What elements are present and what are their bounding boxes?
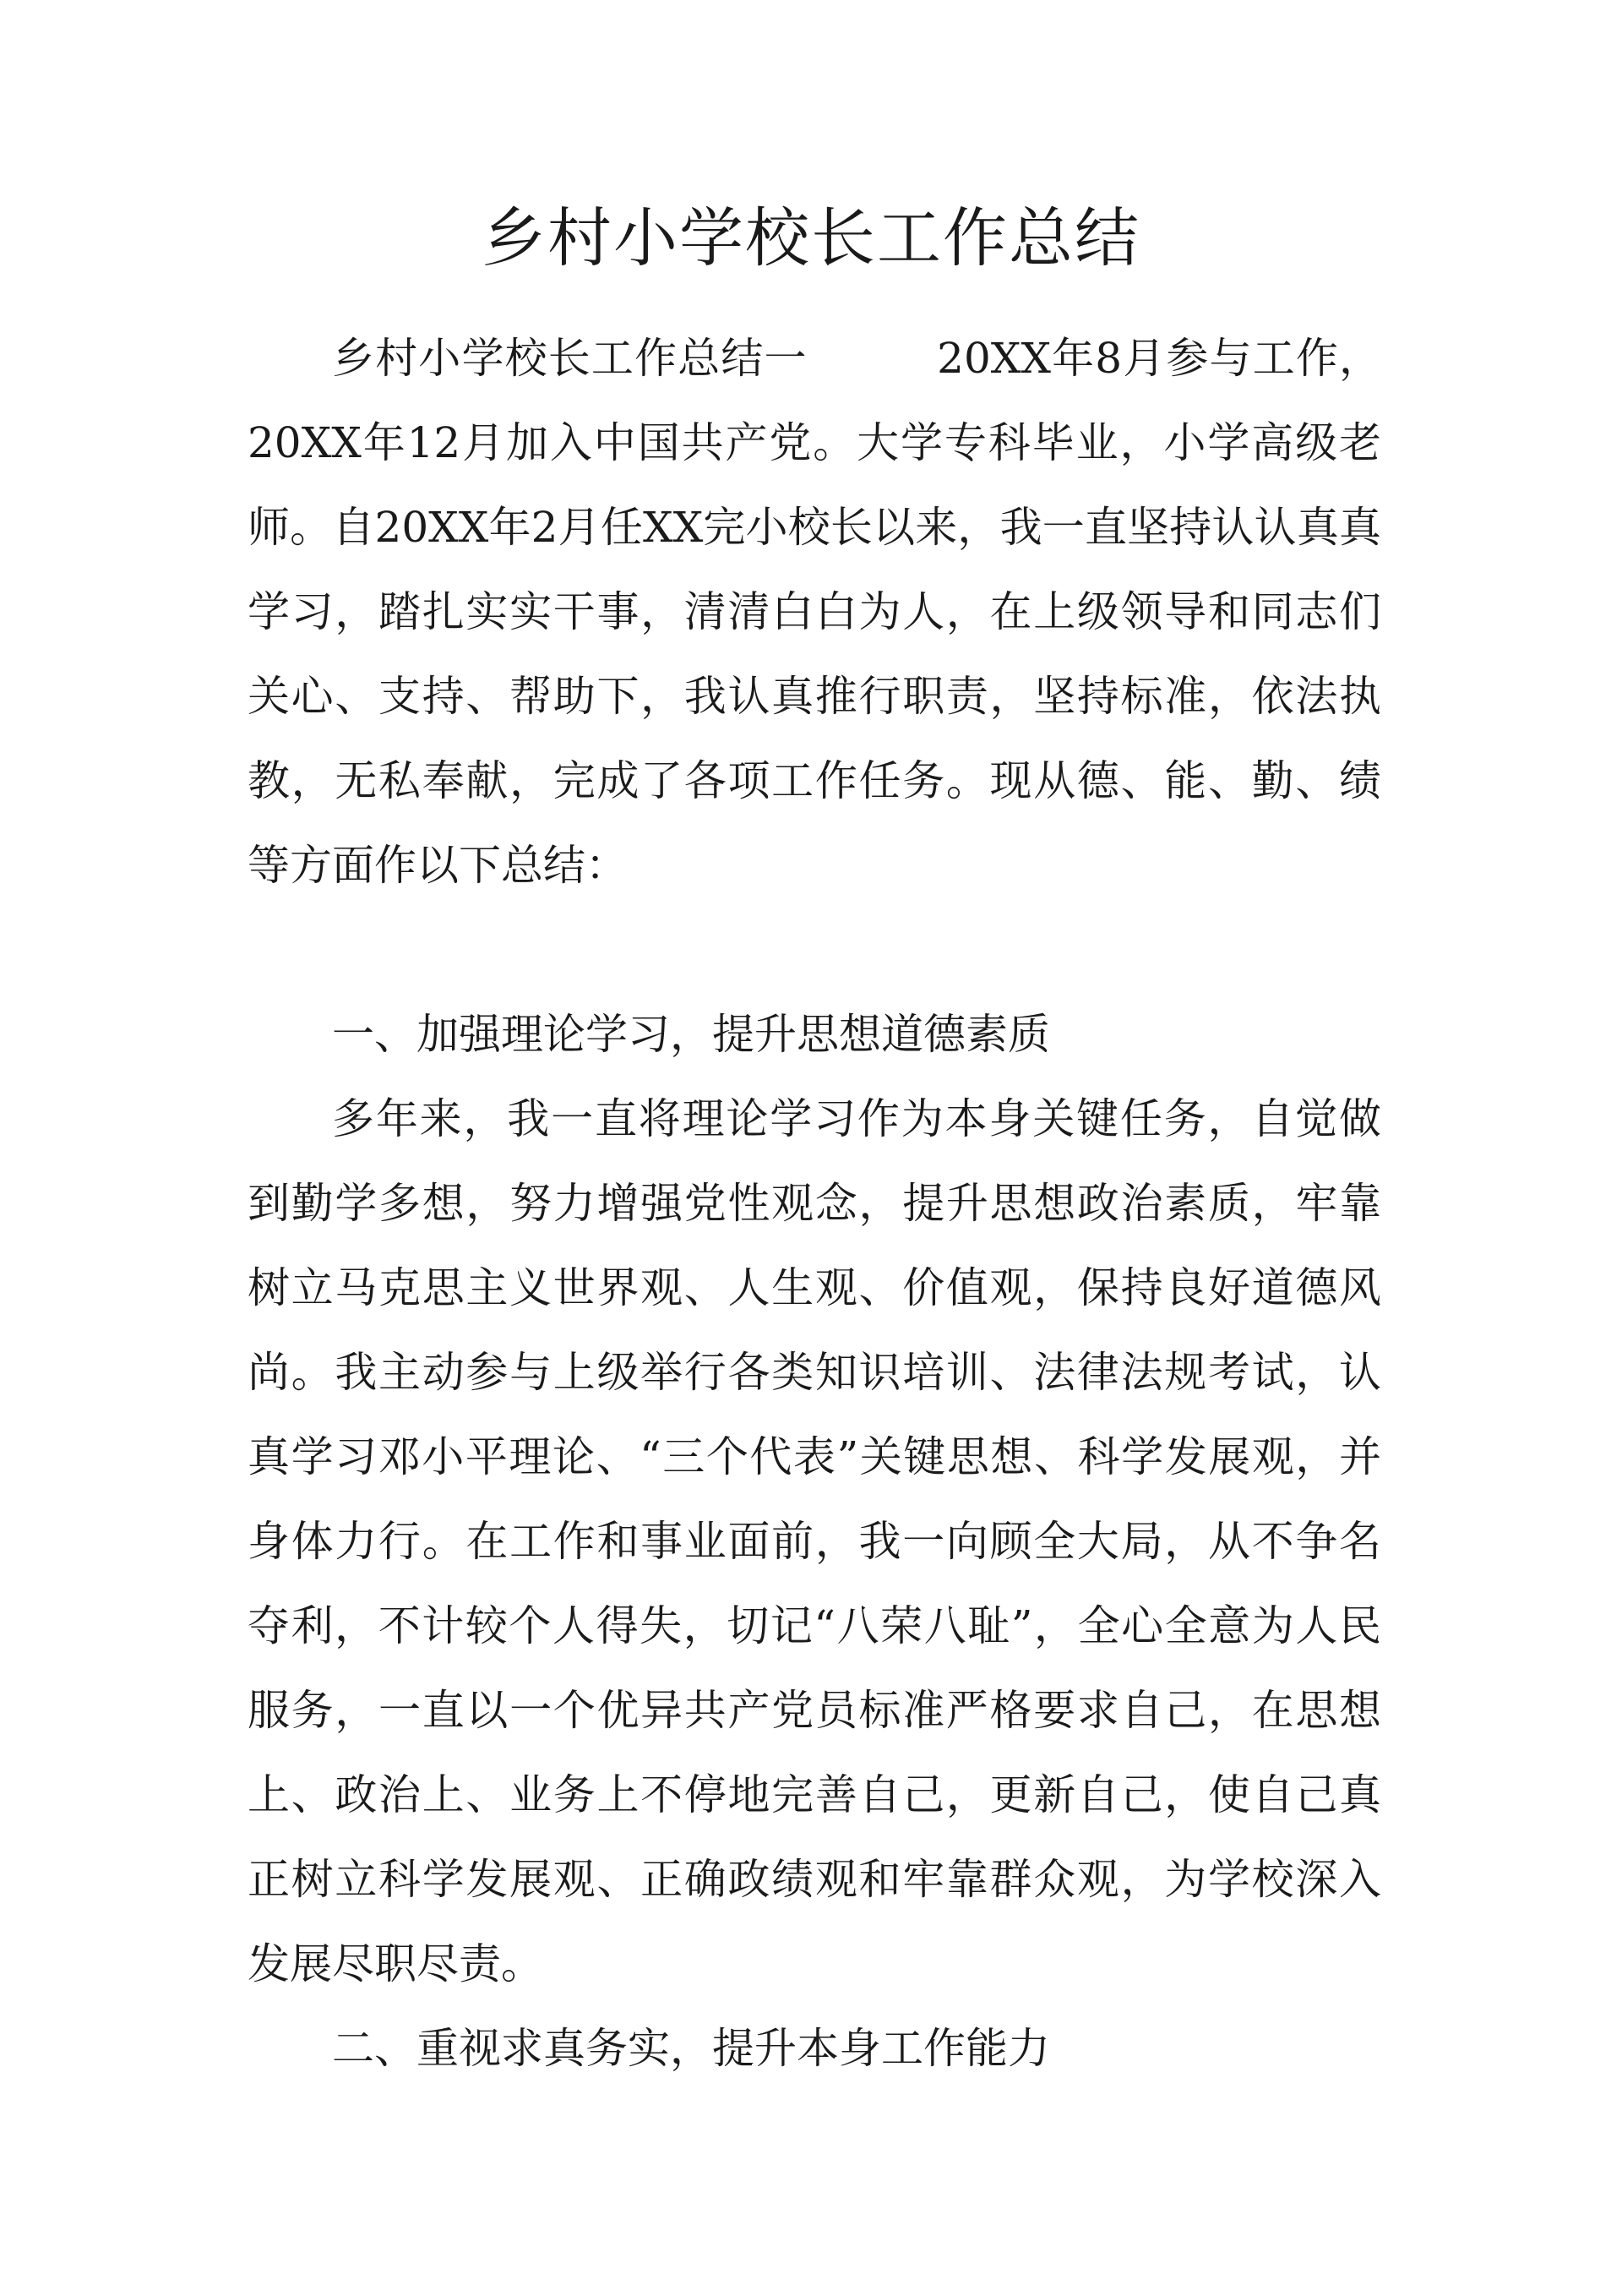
- section-1-paragraph: 多年来，我一直将理论学习作为本身关键任务，自觉做到勤学多想，努力增强党性观念，提升思想政治素质，牢靠树立马克思主义世界观、人生观、价值观，保持良好道德风尚。我主动参与上级举行各类知识培训、法律法规考试，认真学习邓小平理论、“三个代表”关键思想、科学发展观，并身体力行。在工作和事业面前，我一向顾全大局，从不争名夺利，不计较个人得失，切记“八荣八耻”，全心全意为人民服务，一直以一个优异共产党员标准严格要求自己，在思想上、政治上、业务上不停地完善自己，更新自己，使自己真正树立科学发展观、正确政绩观和牢靠群众观，为学校深入发展尽职尽责。: [248, 1094, 1381, 1988]
- section-heading-2: 二、重视求真务实，提升本身工作能力: [332, 2024, 1050, 2073]
- intro-paragraph: 乡村小学校长工作总结一 20XX年8月参与工作，20XX年12月加入中国共产党。大学专科毕业，小学高级老师。自20XX年2月任XX完小校长以来，我一直坚持认认真真学习，踏扎实实干事，清清白白为人，在上级领导和同志们关心、支持、帮助下，我认真推行职责，坚持标准，依法执教，无私奉献，完成了各项工作任务。现从德、能、勤、绩等方面作以下总结：: [248, 334, 1381, 890]
- paragraph-spacer: [248, 908, 1381, 992]
- section-heading-1: 一、加强理论学习，提升思想道德素质: [332, 1010, 1050, 1059]
- document-title: 乡村小学校长工作总结: [482, 200, 1140, 275]
- document-body: [248, 316, 1381, 2091]
